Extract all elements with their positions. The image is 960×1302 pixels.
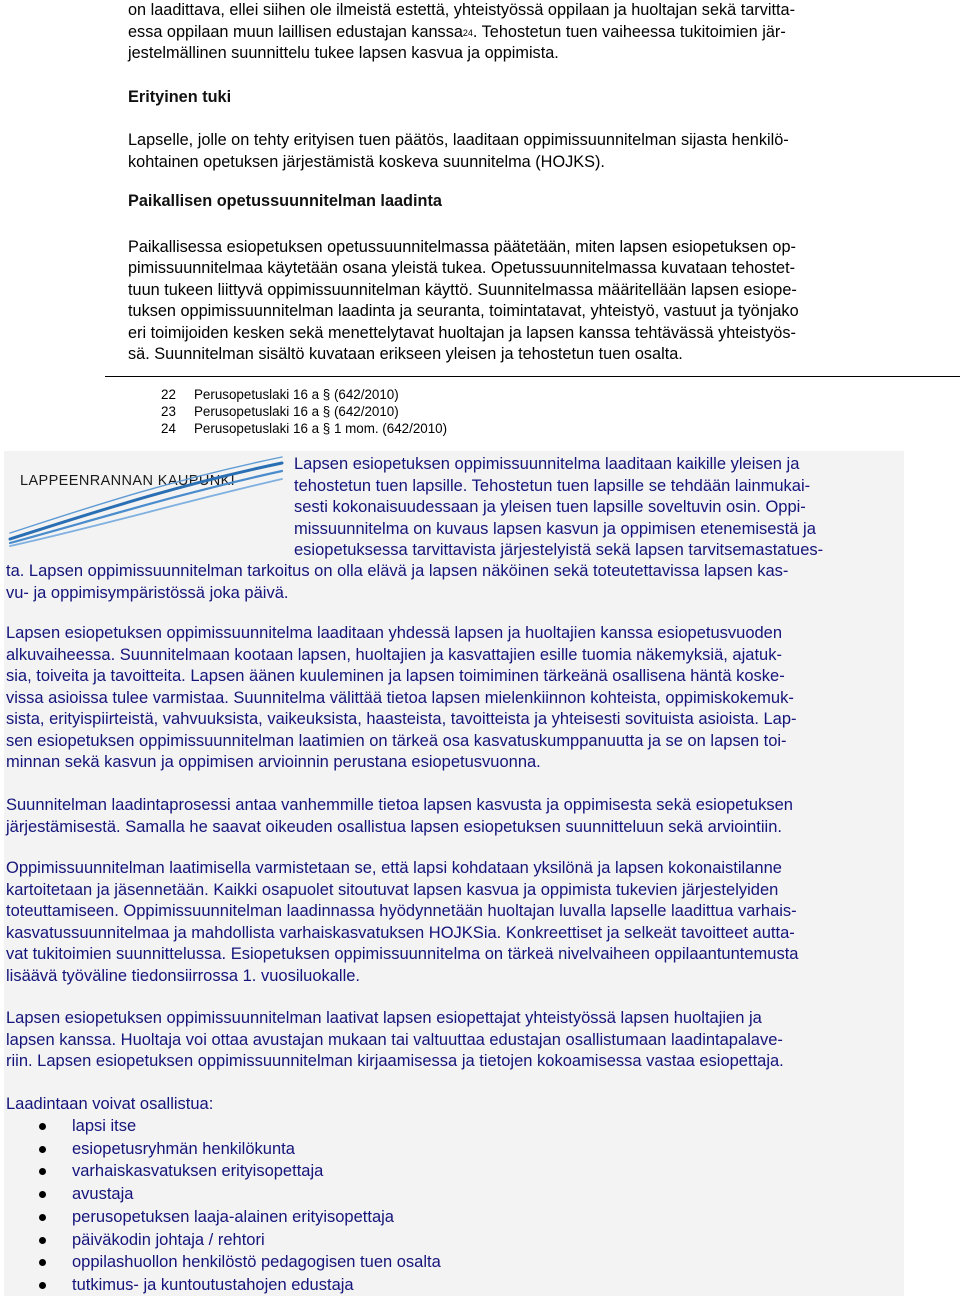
intro-paragraph-continued: ta. Lapsen oppimissuunnitelman tarkoitus on olla elävä ja lapsen näköinen sekä toteutettavissa lapsen kas- vu- ja oppimisympäristössä joka päivä.	[6, 562, 789, 602]
paragraph-drafting: Lapsen esiopetuksen oppimissuunnitelma laaditaan yhdessä lapsen ja huoltajien kanssa esiopetusvuoden alkuvaiheessa. Suunnitelmaan kootaan lapsen, huoltajien ja kasvattajien esille tuomia näkemyksiä, ajatuk- sia, toiveita ja tavoitteita. Lapsen äänen kuuleminen ja lapsen toimiminen tärkeänä osallisena häntä koske- vissa asioissa tulee varmistaa. Suunnitelma välittää tietoa lapsen mielenkiinnon kohteista, oppimiskokemuk- sista, erityispiirteistä, vahvuuksista, vaikeuksista, haasteista, tavoitteista ja yhteisesti sovituista asioista. Lap- sen esiopetuksen oppimissuunnitelman laatimien on tärkeä osa kasvatuskumppanuutta ja se on lapsen toi- minnan sekä kasvun ja oppimisen arvioinnin perustana esiopetusvuonna.	[6, 624, 797, 771]
list-item: lapsi itse	[6, 1115, 441, 1138]
bullet-icon	[39, 1123, 46, 1130]
bullet-icon	[39, 1282, 46, 1289]
document-upper-section	[128, 0, 908, 366]
paragraph-special-support: Lapselle, jolle on tehty erityisen tuen päätös, laaditaan oppimissuunnitelman sijasta henkilö- kohtainen opetuksen järjestämistä koskeva suunnitelma (HOJKS).	[128, 131, 789, 171]
footnote-ref: 24	[462, 27, 473, 38]
heading-local-curriculum: Paikallisen opetussuunnitelman laadinta	[128, 192, 442, 210]
city-logo	[6, 455, 286, 547]
footnote-22: 22 Perusopetuslaki 16 a § (642/2010)	[161, 387, 399, 402]
footnote-divider	[105, 376, 960, 377]
footnote-24: 24 Perusopetuslaki 16 a § 1 mom. (642/2010)	[161, 421, 448, 436]
list-item: oppilashuollon henkilöstö pedagogisen tuen osalta	[6, 1251, 441, 1274]
bullet-icon	[39, 1259, 46, 1266]
paragraph-responsibility: Lapsen esiopetuksen oppimissuunnitelman laativat lapsen esiopettajat yhteistyössä lapsen huoltajien ja lapsen kanssa. Huoltaja voi ottaa avustajan mukaan tai valtuuttaa edustajan osallistumaan laadintapalave- riin. Lapsen esiopetuksen oppimissuunnitelman kirjaamisessa ja tietojen kokoamisessa vastaa esiopettaja.	[6, 1009, 784, 1070]
paragraph-purpose: Oppimissuunnitelman laatimisella varmistetaan se, että lapsi kohdataan yksilönä ja lapsen kokonaistilanne kartoitetaan ja jäsennetään. Kaikki osapuolet sitoutuvat lapsen kasvua ja oppimista tukevien järjestelyiden toteuttamiseen. Oppimissuunnitelman laadinnassa hyödynnetään huoltajan luvalla lapselle laadittua varhais- kasvatussuunnitelmaa ja mahdollista varhaiskasvatuksen HOJKSia. Konkreettiset ja selkeät tavoitteet autta- vat tukitoimien suunnittelussa. Esiopetuksen oppimissuunnitelma on tärkeä nivelvaiheen oppilaantuntemusta lisäävä työväline tiedonsiirrossa 1. vuosiluokalle.	[6, 859, 799, 985]
bullet-icon	[39, 1168, 46, 1175]
list-item: tutkimus- ja kuntoutustahojen edustaja	[6, 1274, 441, 1297]
list-item: varhaiskasvatuksen erityisopettaja	[6, 1160, 441, 1183]
heading-special-support: Erityinen tuki	[128, 87, 232, 106]
participants-heading: Laadintaan voivat osallistua:	[6, 1095, 214, 1113]
paragraph-process: Suunnitelman laadintaprosessi antaa vanhemmille tietoa lapsen kasvusta ja oppimisesta sekä esiopetuksen järjestämisestä. Samalla he saavat oikeuden osallistua lapsen esiopetuksen suunnitteluun sekä arviointiin.	[6, 796, 793, 836]
list-item: avustaja	[6, 1183, 441, 1206]
bullet-icon	[39, 1191, 46, 1198]
bullet-icon	[39, 1237, 46, 1244]
logo-text: LAPPEENRANNAN KAUPUNKI	[20, 473, 236, 489]
intro-paragraph-right: Lapsen esiopetuksen oppimissuunnitelma laaditaan kaikille yleisen ja tehostetun tuen lapsille. Tehostetun tuen lapsille se tehdään lainmukai- sesti kokonaisuudessaan ja yleisen tuen lapsille soveltuvin osin. Oppi- missuunnitelma on kuvaus lapsen kasvun ja oppimisen etenemisestä ja esiopetuksessa tarvittavista järjestelyistä sekä lapsen tarvitsemastatues-	[294, 455, 824, 559]
footnotes	[161, 386, 447, 437]
paragraph-continuation: on laadittava, ellei siihen ole ilmeistä estettä, yhteistyössä oppilaan ja huoltajan sekä tarvitta- essa oppilaan muun laillisen edustajan kanssa$^{24}$. Tehostetun tuen vaiheessa tukitoimien jär- jestelmällinen suunnittelu tukee lapsen kasvua ja oppimista.	[128, 1, 796, 62]
footnote-23: 23 Perusopetuslaki 16 a § (642/2010)	[161, 404, 399, 419]
participants-list	[6, 1115, 441, 1297]
list-item: perusopetuksen laaja-alainen erityisopettaja	[6, 1206, 441, 1229]
list-item: päiväkodin johtaja / rehtori	[6, 1229, 441, 1252]
paragraph-local-curriculum: Paikallisessa esiopetuksen opetussuunnitelmassa päätetään, miten lapsen esiopetuksen op- pimissuunnitelmaa käytetään osana yleistä tukea. Opetussuunnitelmassa kuvataan tehostet- tuun tukeen liittyvä oppimissuunnitelman käyttö. Suunnitelmassa määritellään lapsen esiope- tuksen oppimissuunnitelman laadinta ja seuranta, toimintatavat, yhteistyö, vastuut ja työnjako eri toimijoiden kesken sekä menettelytavat huoltajan ja lapsen kanssa tehtävässä yhteistyös- sä. Suunnitelman sisältö kuvataan erikseen yleisen ja tehostetun tuen osalta.	[128, 237, 799, 363]
logo-waves-icon	[10, 457, 282, 546]
list-item: esiopetusryhmän henkilökunta	[6, 1138, 441, 1161]
bullet-icon	[39, 1214, 46, 1221]
bullet-icon	[39, 1146, 46, 1153]
